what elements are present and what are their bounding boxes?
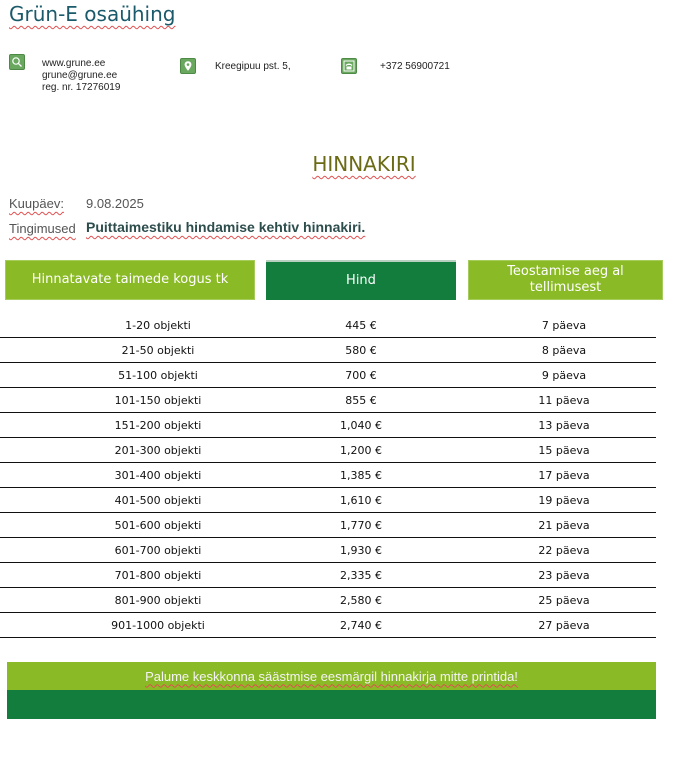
- cell-time: 15 päeva: [538, 443, 590, 457]
- cell-quantity: 201-300 objekti: [114, 443, 202, 457]
- contact-address: Kreegipuu pst. 5,: [215, 61, 291, 72]
- cell-time: 21 päeva: [538, 518, 590, 532]
- contact-web: www.grune.ee: [42, 58, 106, 69]
- terms-value: Puittaimestiku hindamise kehtiv hinnakiri.: [86, 219, 366, 235]
- cell-price: 1,200 €: [340, 443, 382, 457]
- cell-time: 8 päeva: [541, 343, 587, 357]
- cell-quantity: 901-1000 objekti: [111, 618, 205, 632]
- terms-label: Tingimused: [9, 221, 76, 236]
- company-name: Grün-E osaühing: [9, 2, 176, 26]
- cell-quantity: 21-50 objekti: [121, 343, 195, 357]
- cell-time: 27 päeva: [538, 618, 590, 632]
- cell-price: 1,040 €: [340, 418, 382, 432]
- cell-quantity: 51-100 objekti: [118, 368, 198, 382]
- cell-time: 7 päeva: [541, 318, 587, 332]
- cell-price: 445 €: [345, 318, 377, 332]
- location-pin-icon: [180, 58, 196, 74]
- cell-time: 25 päeva: [538, 593, 590, 607]
- date-label: Kuupäev:: [9, 196, 64, 211]
- cell-price: 1,930 €: [340, 543, 382, 557]
- cell-price: 2,580 €: [340, 593, 382, 607]
- cell-price: 2,335 €: [340, 568, 382, 582]
- cell-price: 1,385 €: [340, 468, 382, 482]
- column-header-quantity: Hinnatavate taimede kogus tk: [5, 260, 255, 300]
- table-row: [0, 563, 656, 588]
- cell-time: 22 päeva: [538, 543, 590, 557]
- contact-phone: +372 56900721: [380, 61, 450, 72]
- phone-icon: [341, 58, 357, 74]
- cell-price: 580 €: [345, 343, 377, 357]
- cell-time: 11 päeva: [538, 393, 590, 407]
- cell-quantity: 401-500 objekti: [114, 493, 202, 507]
- cell-quantity: 1-20 objekti: [125, 318, 191, 332]
- cell-price: 855 €: [345, 393, 377, 407]
- cell-quantity: 301-400 objekti: [114, 468, 202, 482]
- table-row: [0, 363, 656, 388]
- table-row: [0, 338, 656, 363]
- contact-reg: reg. nr. 17276019: [42, 82, 121, 93]
- column-header-time: Teostamise aeg al tellimusest: [468, 260, 663, 300]
- table-row: [0, 538, 656, 563]
- date-value: 9.08.2025: [86, 196, 144, 211]
- price-table: [0, 313, 656, 638]
- column-header-price: Hind: [266, 260, 456, 300]
- table-row: [0, 313, 656, 338]
- table-row: [0, 388, 656, 413]
- cell-time: 19 päeva: [538, 493, 590, 507]
- table-row: [0, 513, 656, 538]
- cell-time: 13 päeva: [538, 418, 590, 432]
- table-row: [0, 488, 656, 513]
- page-title: HINNAKIRI: [312, 152, 416, 176]
- cell-time: 17 päeva: [538, 468, 590, 482]
- cell-price: 2,740 €: [340, 618, 382, 632]
- cell-quantity: 151-200 objekti: [114, 418, 202, 432]
- table-row: [0, 463, 656, 488]
- footer-bar: [7, 690, 656, 719]
- cell-quantity: 501-600 objekti: [114, 518, 202, 532]
- cell-quantity: 701-800 objekti: [114, 568, 202, 582]
- cell-time: 9 päeva: [541, 368, 587, 382]
- table-row: [0, 413, 656, 438]
- search-icon: [9, 54, 25, 70]
- cell-quantity: 601-700 objekti: [114, 543, 202, 557]
- cell-price: 1,770 €: [340, 518, 382, 532]
- contact-email: grune@grune.ee: [42, 70, 118, 81]
- cell-quantity: 101-150 objekti: [114, 393, 202, 407]
- cell-price: 1,610 €: [340, 493, 382, 507]
- table-row: [0, 613, 656, 638]
- footer-notice: Palume keskkonna säästmise eesmärgil hinnakirja mitte printida!: [7, 662, 656, 690]
- table-row: [0, 438, 656, 463]
- cell-price: 700 €: [345, 368, 377, 382]
- table-row: [0, 588, 656, 613]
- cell-time: 23 päeva: [538, 568, 590, 582]
- cell-quantity: 801-900 objekti: [114, 593, 202, 607]
